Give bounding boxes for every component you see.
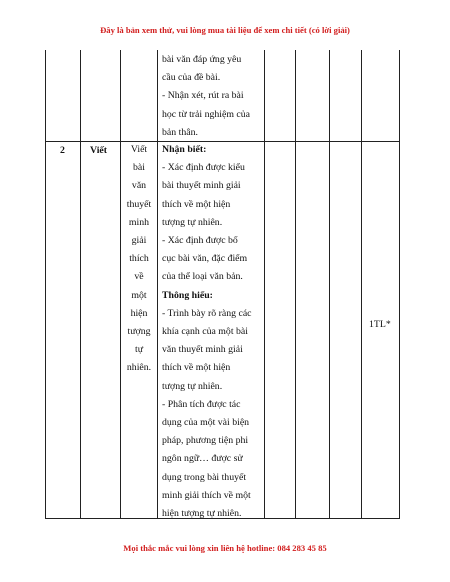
top-row-requirements: [162, 51, 261, 142]
requirement-line: tượng tự nhiên.: [162, 216, 223, 228]
content-word: thuyết: [126, 198, 152, 210]
requirement-line: cục bài văn, đặc điểm: [162, 253, 248, 265]
table-col-border: [295, 50, 296, 519]
question-count: 1TL*: [369, 319, 391, 330]
requirement-line: văn thuyết minh giải: [162, 344, 243, 356]
requirement-line: ngôn ngữ… được sử: [162, 453, 243, 465]
requirement-line: học từ trải nghiệm của: [162, 108, 251, 120]
requirement-line: khía cạnh của một bài: [162, 326, 248, 338]
requirement-heading: Nhận biết:: [162, 144, 207, 155]
requirement-line: của thể loại văn bản.: [162, 271, 243, 283]
requirement-line: dụng trong bài thuyết: [162, 471, 247, 483]
requirement-line: thích về một hiện: [162, 198, 231, 210]
row-content: [120, 141, 158, 378]
requirement-line: bài thuyết minh giải: [162, 180, 241, 192]
requirement-line: minh giải thích về một: [162, 489, 251, 501]
header-banner: Đây là bản xem thử, vui lòng mua tài liệu để xem chi tiết (có lời giải): [100, 25, 350, 35]
requirement-line: - Phân tích được tác: [162, 398, 241, 410]
content-word: tự: [134, 344, 144, 356]
content-word: thích: [129, 253, 149, 265]
table-col-border: [45, 50, 46, 519]
requirement-line: cầu của đề bài.: [162, 72, 221, 84]
content-word: văn: [131, 180, 147, 192]
row-requirements: [162, 141, 261, 523]
requirement-line: - Xác định được bố: [162, 235, 238, 247]
row-skill: Viết: [90, 145, 108, 156]
content-word: nhiên.: [126, 362, 152, 374]
requirement-line: thích về một hiện: [162, 362, 231, 374]
content-word: tượng: [127, 326, 151, 338]
content-word: giải: [131, 235, 147, 247]
requirement-line: dụng của một vài biện: [162, 417, 250, 429]
table-col-border: [399, 50, 400, 519]
requirement-line: tượng tự nhiên.: [162, 380, 223, 392]
content-word: bài: [133, 162, 145, 174]
content-word: Viết: [130, 144, 148, 155]
requirement-line: bài văn đáp ứng yêu: [162, 54, 242, 65]
requirement-line: - Trình bày rõ ràng các: [162, 307, 252, 319]
requirement-line: - Xác định được kiểu: [162, 162, 245, 174]
row-number: 2: [60, 145, 65, 156]
footer-banner: Mọi thắc mắc vui lòng xin liên hệ hotline: 084 283 45 85: [123, 543, 327, 553]
table-col-border: [80, 50, 81, 519]
requirement-line: hiện tượng tự nhiên.: [162, 508, 242, 520]
table-col-border: [361, 50, 362, 519]
content-word: hiện: [130, 307, 148, 319]
table-col-border: [329, 50, 330, 519]
content-word: một: [131, 289, 147, 301]
content-word: minh: [128, 216, 150, 228]
requirement-line: - Nhận xét, rút ra bài: [162, 90, 244, 102]
content-word: về: [134, 271, 144, 283]
requirement-line: pháp, phương tiện phi: [162, 435, 249, 447]
table-col-border: [264, 50, 265, 519]
requirement-heading: Thông hiểu:: [162, 289, 213, 301]
requirement-line: bản thân.: [162, 126, 198, 138]
